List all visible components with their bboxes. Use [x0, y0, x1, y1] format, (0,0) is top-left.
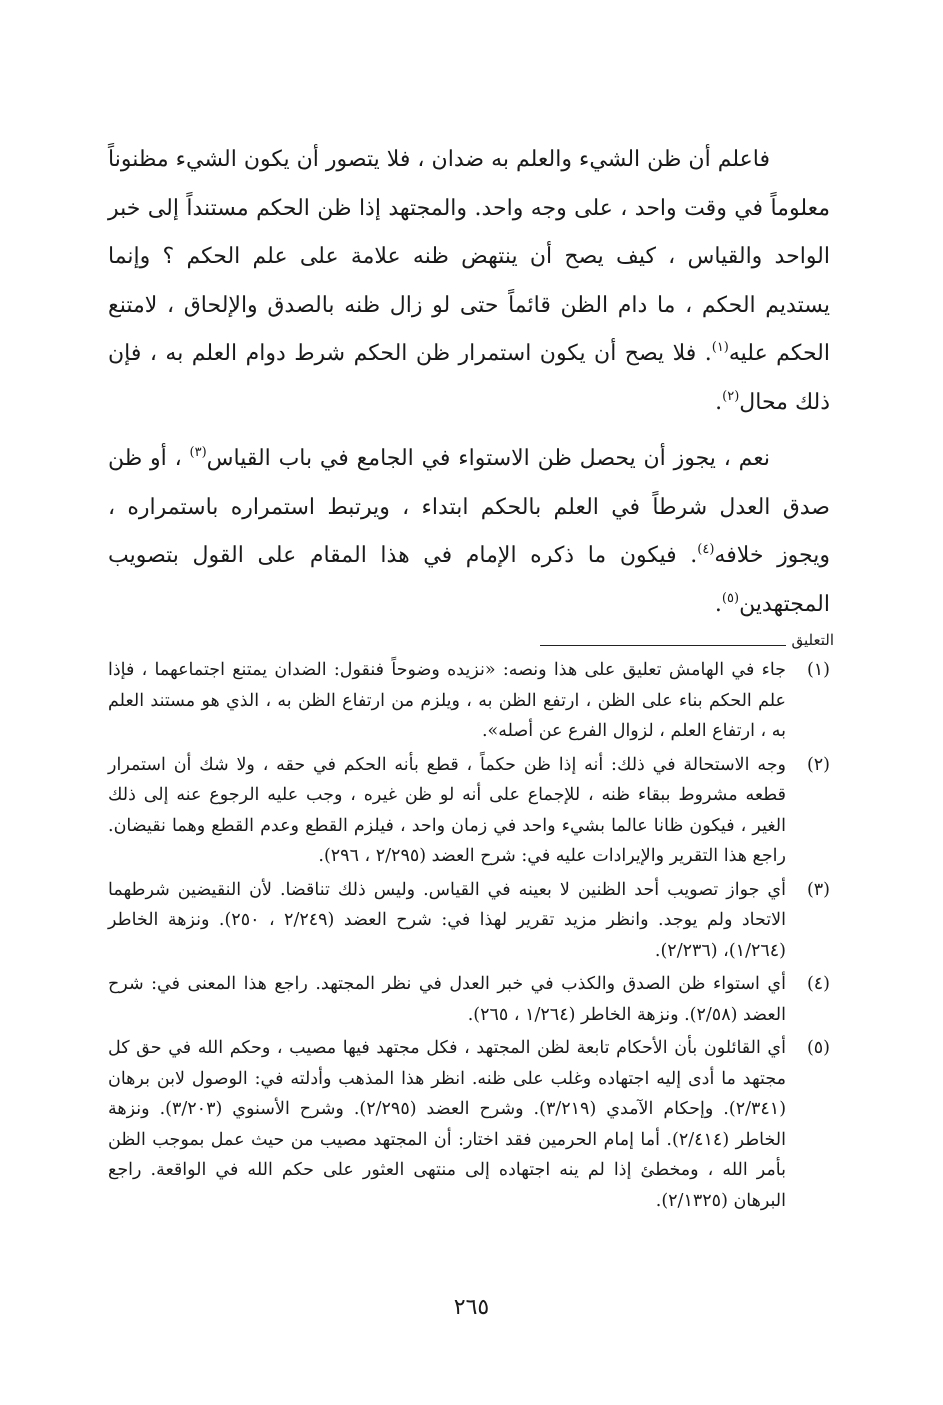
footnote-item: [108, 655, 830, 747]
main-text: [108, 136, 830, 629]
footnote-ref[interactable]: (٢): [722, 388, 740, 404]
footnote-text: أي جواز تصويب أحد الظنين لا بعينه في القياس. وليس ذلك تناقضا. لأن النقيضين شرطهما الاتحاد ولم يوجد. وانظر مزيد تقرير لهذا في: شرح العضد (٢/٢٤٩ ، ٢٥٠). ونزهة الخاطر (١/٢٦٤)، (٢/٢٣٦).: [108, 879, 786, 961]
footnote-item: [108, 875, 830, 967]
paragraph: فاعلم أن ظن الشيء والعلم به ضدان ، فلا يتصور أن يكون الشيء مظنوناً معلوماً في وقت واحد ، على وجه واحد. والمجتهد إذا ظن الحكم مستنداً إلى خبر الواحد والقياس ، كيف يصح أن ينتهض ظنه علامة على علم الحكم ؟ وإنما يستديم الحكم ، ما دام الظن قائماً حتى لو زال ظنه بالصدق والإلحاق ، لامتنع الحكم عليه$^{(١)}$. فلا يصح أن يكون استمرار ظن الحكم شرط دوام العلم به ، فإن ذلك محال$^{(٢)}$.: [108, 147, 830, 415]
footnote-text: جاء في الهامش تعليق على هذا ونصه: «نزيده وضوحاً فنقول: الضدان يمتنع اجتماعهما ، فإذا علم الحكم بناء على الظن ، ارتفع الظن به ، ويلزم من ارتفاع الظن به ، الذي هو مستند العلم به ، ارتفاع العلم ، لزوال الفرع عن أصله».: [108, 660, 786, 741]
footnotes: [108, 655, 830, 1216]
page-content: [108, 136, 834, 1216]
footnote-number: (٤): [806, 974, 830, 994]
footnote-text: وجه الاستحالة في ذلك: أنه إذا ظن حكماً ، قطع بأنه الحكم في حقه ، ولا شك أن استمرار قطعه مشروط ببقاء ظنه ، للإجماع على أنه لو ظن غيره ، وجب عليه الرجوع عنه إلى ذلك الغير ، فيكون ظانا عالما بشيء واحد في زمان واحد ، فيلزم القطع وعدم القطع وهما نقيضان. راجع هذا التقرير والإيرادات عليه في: شرح العضد (٢/٢٩٥ ، ٢٩٦).: [108, 754, 786, 866]
footnote-item: [108, 969, 830, 1030]
footnote-number: (٢): [806, 754, 830, 775]
footnote-ref[interactable]: (٥): [721, 590, 740, 606]
footnote-ref[interactable]: (٤): [697, 542, 715, 557]
footnote-number: (٥): [806, 1038, 830, 1058]
footnote-item: [108, 750, 830, 872]
paragraph: نعم ، يجوز أن يحصل ظن الاستواء في الجامع في باب القياس$^{(٣)}$ ، أو ظن صدق العدل شرطاً في العلم بالحكم ابتداء ، ويرتبط استمراره باستمراره ، ويجوز خلافه$^{(٤)}$. فيكون ما ذكره الإمام في هذا المقام على القول بتصويب المجتهدين$^{(٥)}$.: [108, 445, 830, 617]
footnote-label: التعليق: [791, 631, 834, 649]
footnote-ref[interactable]: (١): [711, 340, 729, 355]
footnote-number: (١): [806, 660, 830, 680]
footnote-number: (٣): [806, 879, 830, 900]
footnote-ref[interactable]: (٣): [189, 445, 207, 460]
footnote-text: أي القائلون بأن الأحكام تابعة لظن المجتهد ، فكل مجتهد فيها مصيب ، وحكم الله في حق كل مجتهد ما أدى إليه اجتهاده وغلب على ظنه. انظر هذا المذهب وأدلته في: الوصول لابن برهان (٢/٣٤١). وإحكام الآمدي (٣/٢١٩). وشرح العضد (٢/٢٩٥). وشرح الأسنوي (٣/٢٠٣). ونزهة الخاطر (٢/٤١٤). أما إمام الحرمين فقد اختار: أن المجتهد مصيب من حيث عمل بموجب الظن بأمر الله ، ومخطئ إذا لم ينه اجتهاده إلى منتهى العثور على حكم الله في الواقعة. راجع البرهان (٢/١٣٢٥).: [108, 1038, 787, 1211]
footnote-item: [108, 1033, 830, 1216]
footnote-separator: [108, 631, 834, 651]
page-number: ٢٦٥: [453, 1295, 490, 1320]
footnote-text: أي استواء ظن الصدق والكذب في خبر العدل في نظر المجتهد. راجع هذا المعنى في: شرح العضد (٢/٥٨). ونزهة الخاطر (١/٢٦٤ ، ٢٦٥).: [108, 974, 786, 1025]
separator-line: [540, 645, 786, 646]
